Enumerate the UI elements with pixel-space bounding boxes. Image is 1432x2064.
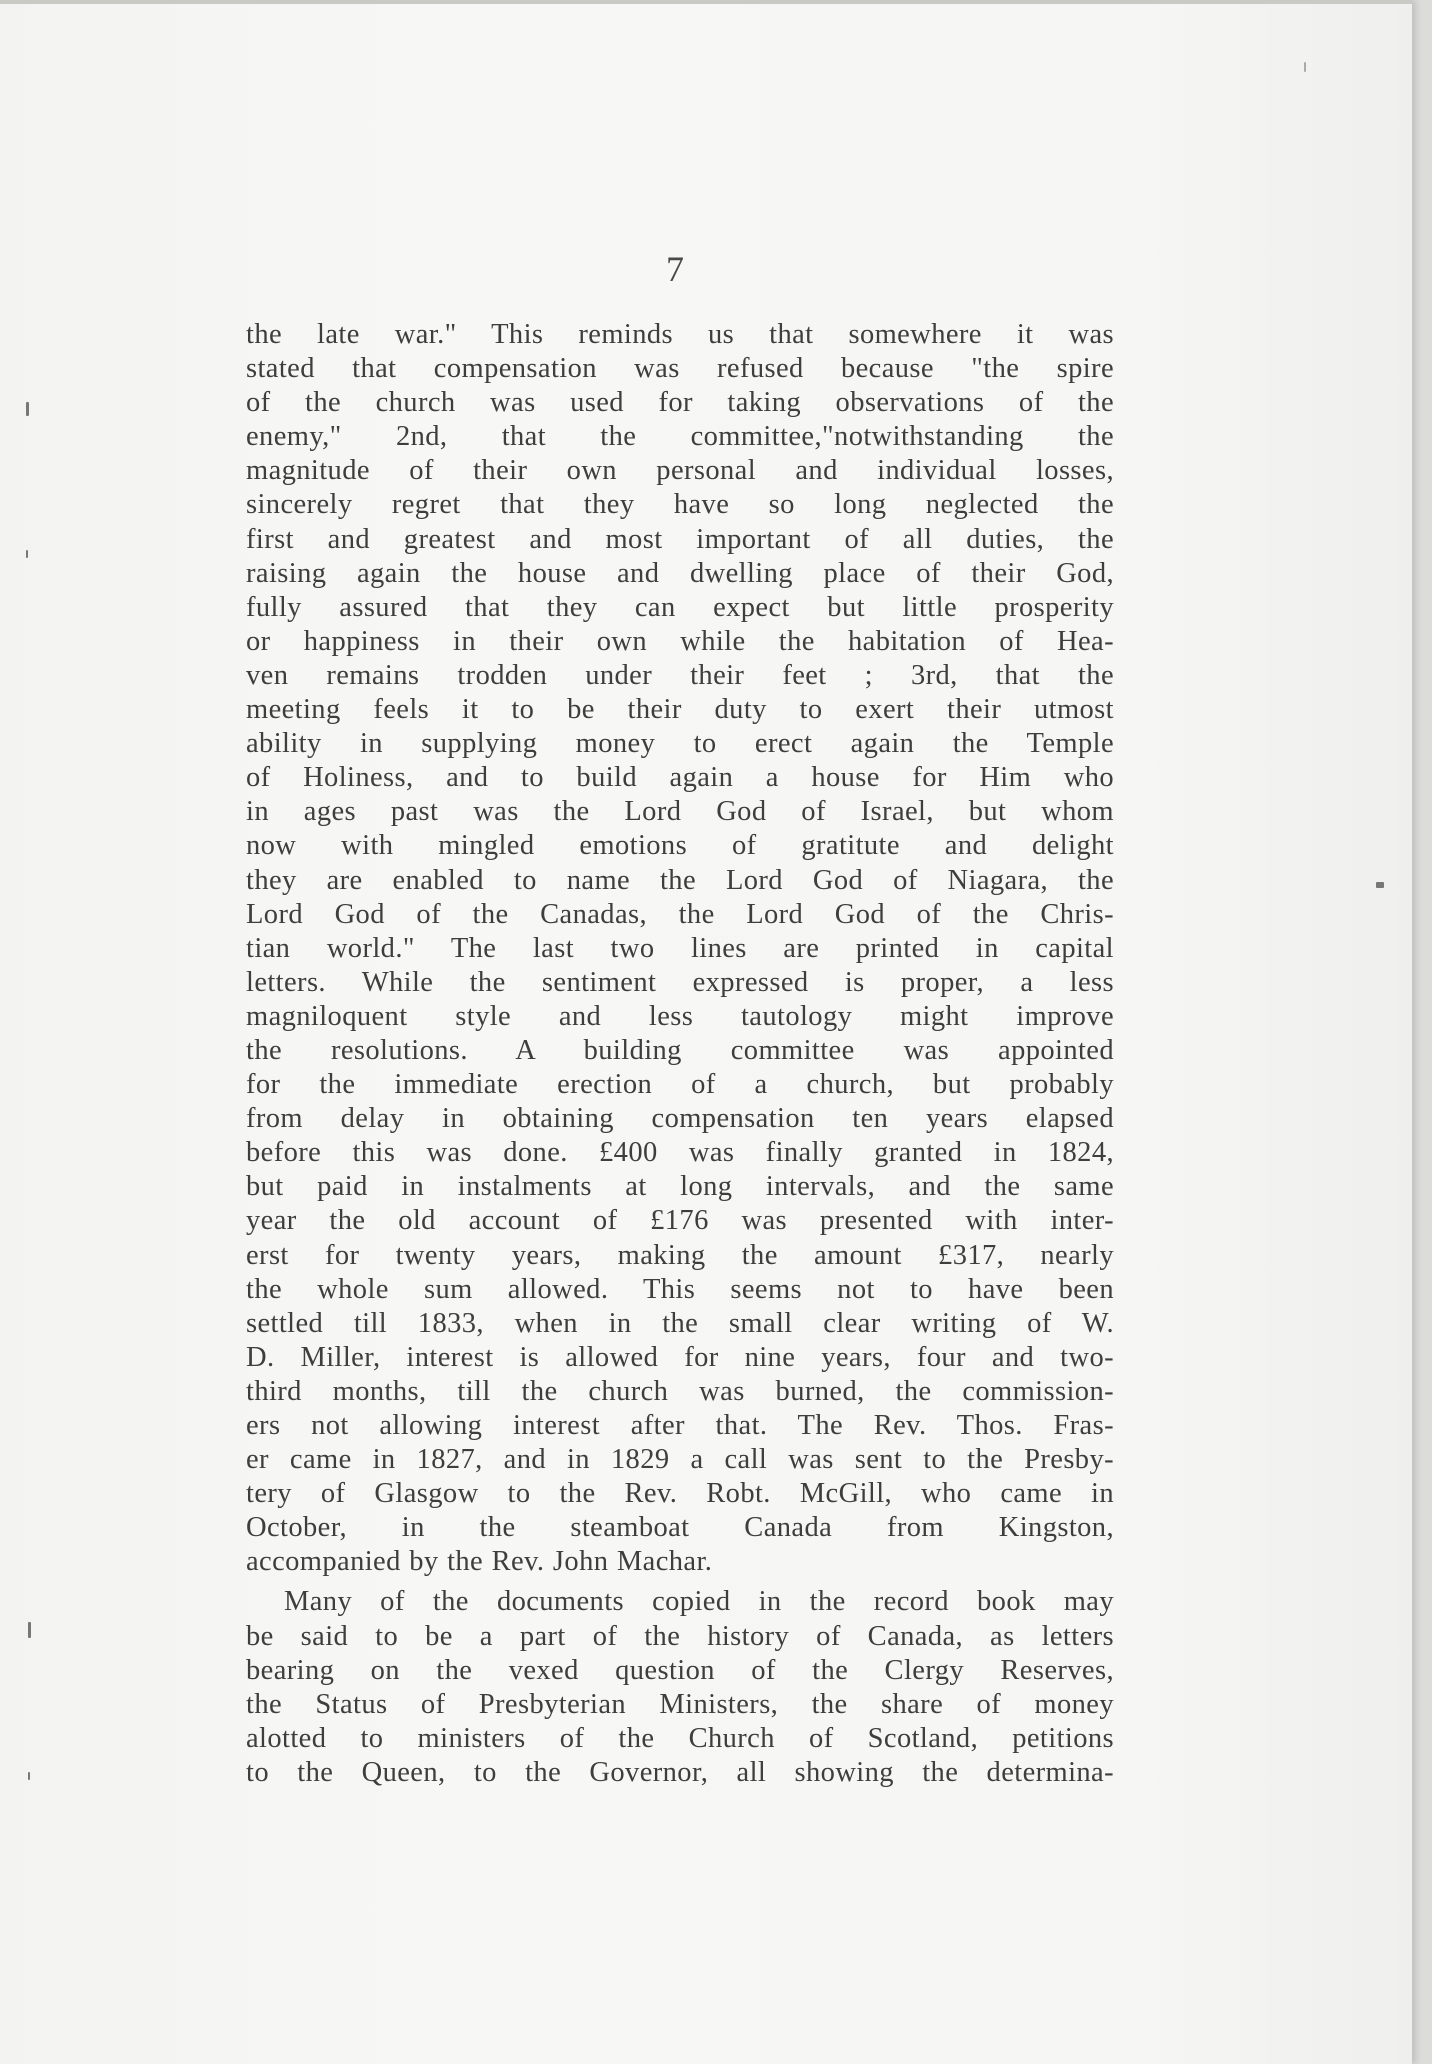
page-top-edge xyxy=(0,0,1412,4)
text-line: Many of the documents copied in the record book may xyxy=(284,1586,1114,1618)
text-line: fully assured that they can expect but little prosperity xyxy=(246,591,1114,623)
text-line: the Status of Presbyterian Ministers, the share of money xyxy=(246,1688,1114,1720)
text-line: in ages past was the Lord God of Israel, but whom xyxy=(246,796,1114,828)
text-line: letters. While the sentiment expressed is proper, a less xyxy=(246,966,1114,998)
text-line: alotted to ministers of the Church of Scotland, petitions xyxy=(246,1722,1114,1754)
text-line: the resolutions. A building committee was appointed xyxy=(246,1034,1114,1066)
paragraph-2 xyxy=(246,1585,1114,1790)
text-line: enemy," 2nd, that the committee,"notwithstanding the xyxy=(246,421,1114,453)
text-line: Lord God of the Canadas, the Lord God of the Chris- xyxy=(246,898,1114,930)
text-line: before this was done. £400 was finally granted in 1824, xyxy=(246,1137,1114,1169)
text-line: to the Queen, to the Governor, all showing the determina- xyxy=(246,1756,1114,1788)
text-line: the whole sum allowed. This seems not to have been xyxy=(246,1273,1114,1305)
text-line: settled till 1833, when in the small clear writing of W. xyxy=(246,1307,1114,1339)
text-line: D. Miller, interest is allowed for nine years, four and two- xyxy=(246,1341,1114,1373)
text-line: ers not allowing interest after that. The Rev. Thos. Fras- xyxy=(246,1410,1114,1441)
text-line: year the old account of £176 was presented with inter- xyxy=(246,1205,1114,1237)
text-line: for the immediate erection of a church, but probably xyxy=(246,1069,1114,1101)
paragraph-1 xyxy=(246,318,1114,1579)
text-line: first and greatest and most important of all duties, the xyxy=(246,523,1114,555)
text-line: October, in the steamboat Canada from Kingston, xyxy=(246,1512,1114,1544)
text-line: but paid in instalments at long intervals, and the same xyxy=(246,1171,1114,1203)
text-line: tery of Glasgow to the Rev. Robt. McGill, who came in xyxy=(246,1478,1114,1510)
text-line: of Holiness, and to build again a house for Him who xyxy=(246,762,1114,794)
margin-mark xyxy=(1376,882,1384,888)
text-line: ven remains trodden under their feet ; 3rd, that the xyxy=(246,659,1114,691)
text-line: er came in 1827, and in 1829 a call was sent to the Presby- xyxy=(246,1444,1114,1476)
body-text xyxy=(246,318,1114,1790)
text-line: bearing on the vexed question of the Clergy Reserves, xyxy=(246,1654,1114,1686)
page-number: 7 xyxy=(666,249,684,289)
margin-mark xyxy=(26,402,29,416)
text-line: from delay in obtaining compensation ten years elapsed xyxy=(246,1103,1114,1135)
text-line: or happiness in their own while the habitation of Hea- xyxy=(246,625,1114,657)
margin-mark xyxy=(26,550,28,558)
text-line: accompanied by the Rev. John Machar. xyxy=(246,1546,713,1578)
text-line: tian world." The last two lines are printed in capital xyxy=(246,932,1114,964)
text-line: be said to be a part of the history of Canada, as letters xyxy=(246,1620,1114,1652)
text-line: magniloquent style and less tautology might improve xyxy=(246,1000,1114,1032)
text-line: third months, till the church was burned, the commission- xyxy=(246,1375,1114,1407)
text-line: sincerely regret that they have so long neglected the xyxy=(246,489,1114,521)
text-line: of the church was used for taking observations of the xyxy=(246,387,1114,419)
margin-mark xyxy=(28,1772,30,1780)
margin-mark xyxy=(28,1622,31,1638)
text-line: now with mingled emotions of gratitute and delight xyxy=(246,830,1114,862)
text-line: raising again the house and dwelling place of their God, xyxy=(246,557,1114,589)
text-line: they are enabled to name the Lord God of Niagara, the xyxy=(246,864,1114,896)
text-line: magnitude of their own personal and individual losses, xyxy=(246,455,1114,487)
margin-mark xyxy=(1304,62,1306,72)
text-line: meeting feels it to be their duty to exert their utmost xyxy=(246,694,1114,726)
text-line: the late war." This reminds us that somewhere it was xyxy=(246,319,1114,350)
text-line: erst for twenty years, making the amount £317, nearly xyxy=(246,1239,1114,1271)
text-line: stated that compensation was refused because "the spire xyxy=(246,353,1114,385)
text-line: ability in supplying money to erect again the Temple xyxy=(246,728,1114,760)
